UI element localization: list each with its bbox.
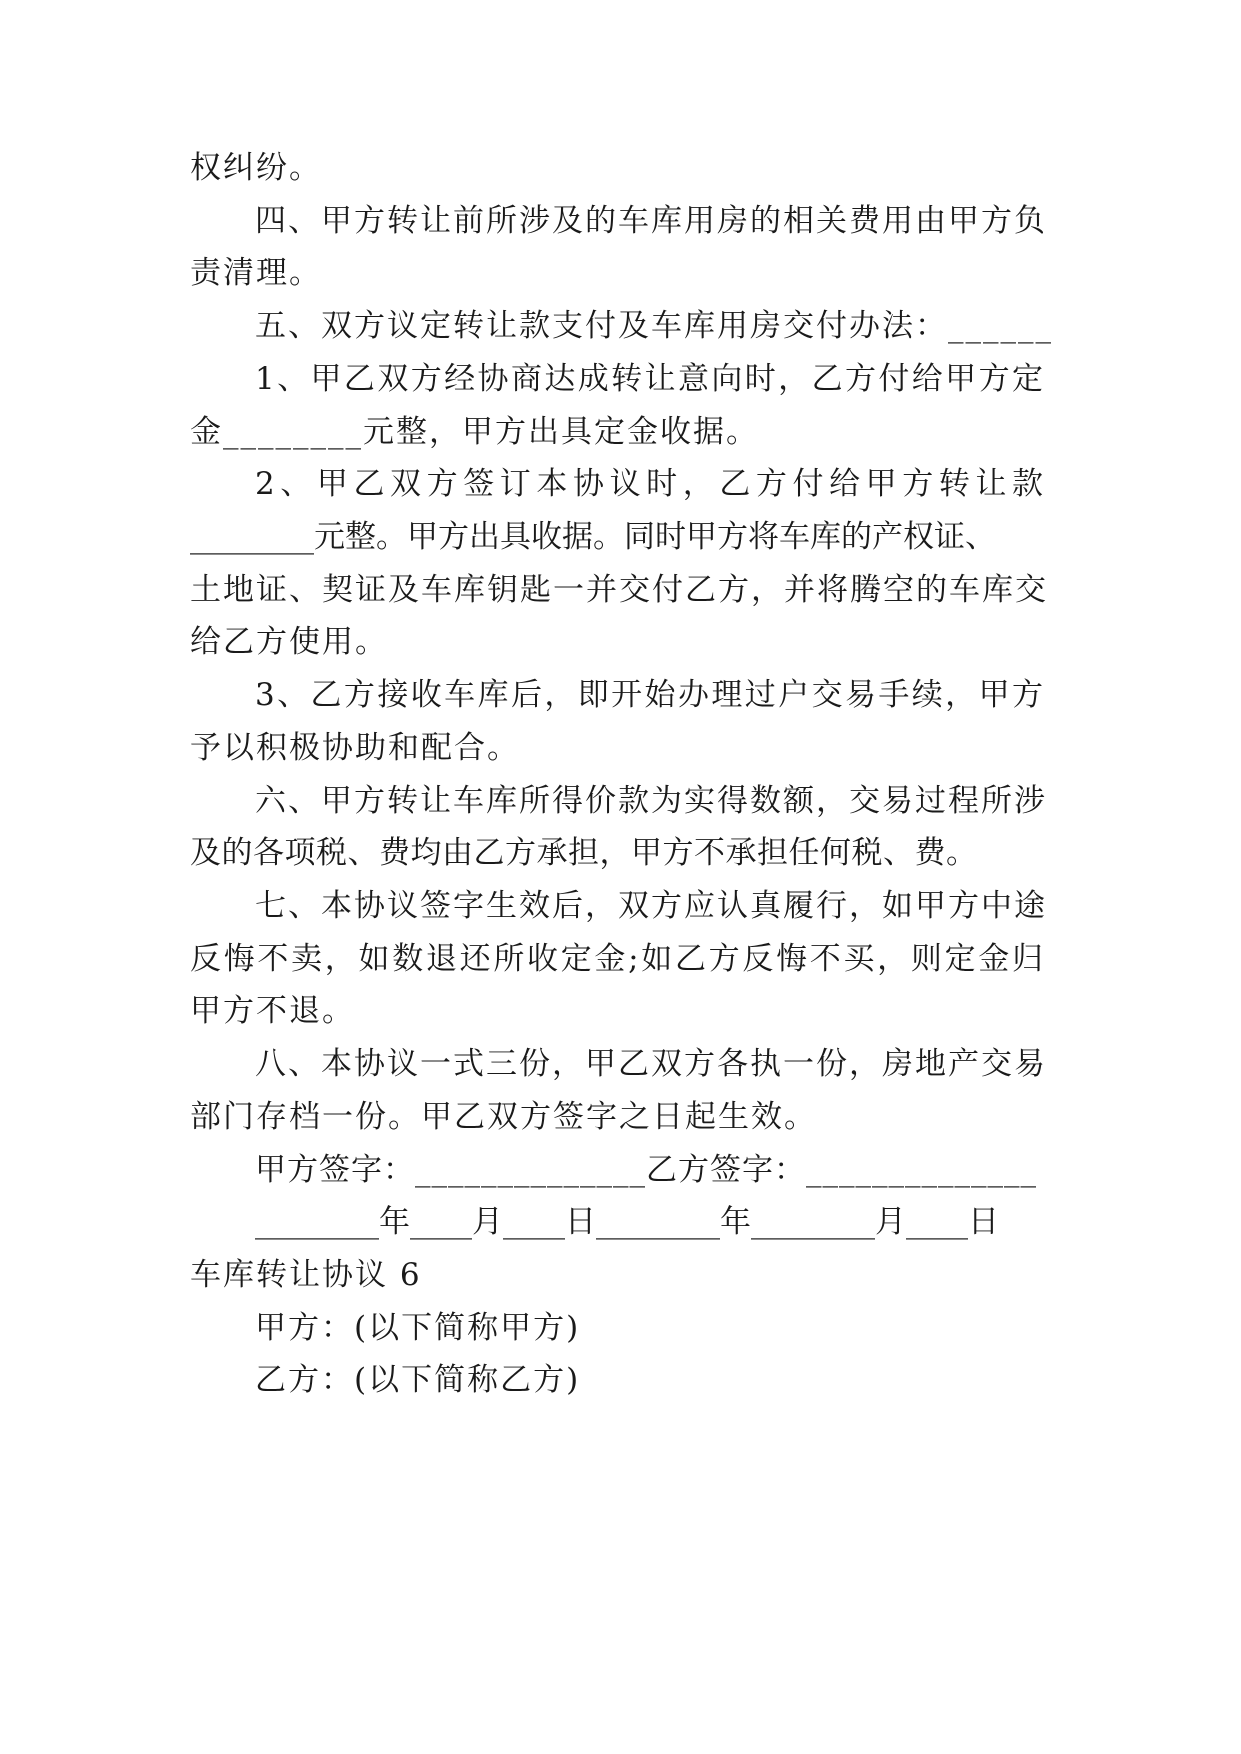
paragraph-line: 五、双方议定转让款支付及车库用房交付办法：______: [255, 308, 1053, 344]
section-title: 车库转让协议 6: [190, 1257, 422, 1293]
paragraph-line: 七、本协议签字生效后，双方应认真履行，如甲方中途: [255, 888, 1047, 924]
paragraph-line: 六、甲方转让车库所得价款为实得数额，交易过程所涉: [255, 783, 1047, 819]
signature-line: 甲方签字：______________乙方签字：______________: [255, 1152, 1037, 1188]
paragraph-line: 责清理。: [190, 255, 322, 291]
paragraph-line: 土地证、契证及车库钥匙一并交付乙方，并将腾空的车库交: [190, 572, 1048, 608]
paragraph-line: 给乙方使用。: [190, 624, 388, 660]
party-b-line: 乙方：(以下简称乙方): [255, 1362, 581, 1398]
paragraph-line: 1、甲乙双方经协商达成转让意向时，乙方付给甲方定: [255, 361, 1045, 397]
paragraph-line: 及的各项税、费均由乙方承担，甲方不承担任何税、费。: [190, 835, 978, 871]
paragraph-line: 八、本协议一式三份，甲乙双方各执一份，房地产交易: [255, 1046, 1047, 1082]
paragraph-line: 权纠纷。: [190, 150, 322, 186]
date-line: ________年____月____日________年________月____日: [255, 1204, 999, 1240]
paragraph-line: 金________元整，甲方出具定金收据。: [190, 414, 759, 450]
paragraph-line: ________元整。甲方出具收据。同时甲方将车库的产权证、: [190, 519, 996, 555]
party-a-line: 甲方：(以下简称甲方): [255, 1310, 581, 1346]
paragraph-line: 部门存档一份。甲乙双方签字之日起生效。: [190, 1099, 817, 1135]
paragraph-line: 2、甲乙双方签订本协议时，乙方付给甲方转让款: [255, 466, 1045, 502]
paragraph-line: 甲方不退。: [190, 993, 355, 1029]
paragraph-line: 四、甲方转让前所涉及的车库用房的相关费用由甲方负: [255, 203, 1047, 239]
paragraph-line: 予以积极协助和配合。: [190, 730, 520, 766]
paragraph-line: 3、乙方接收车库后，即开始办理过户交易手续，甲方: [255, 677, 1045, 713]
paragraph-line: 反悔不卖，如数退还所收定金;如乙方反悔不买，则定金归: [190, 941, 1045, 977]
